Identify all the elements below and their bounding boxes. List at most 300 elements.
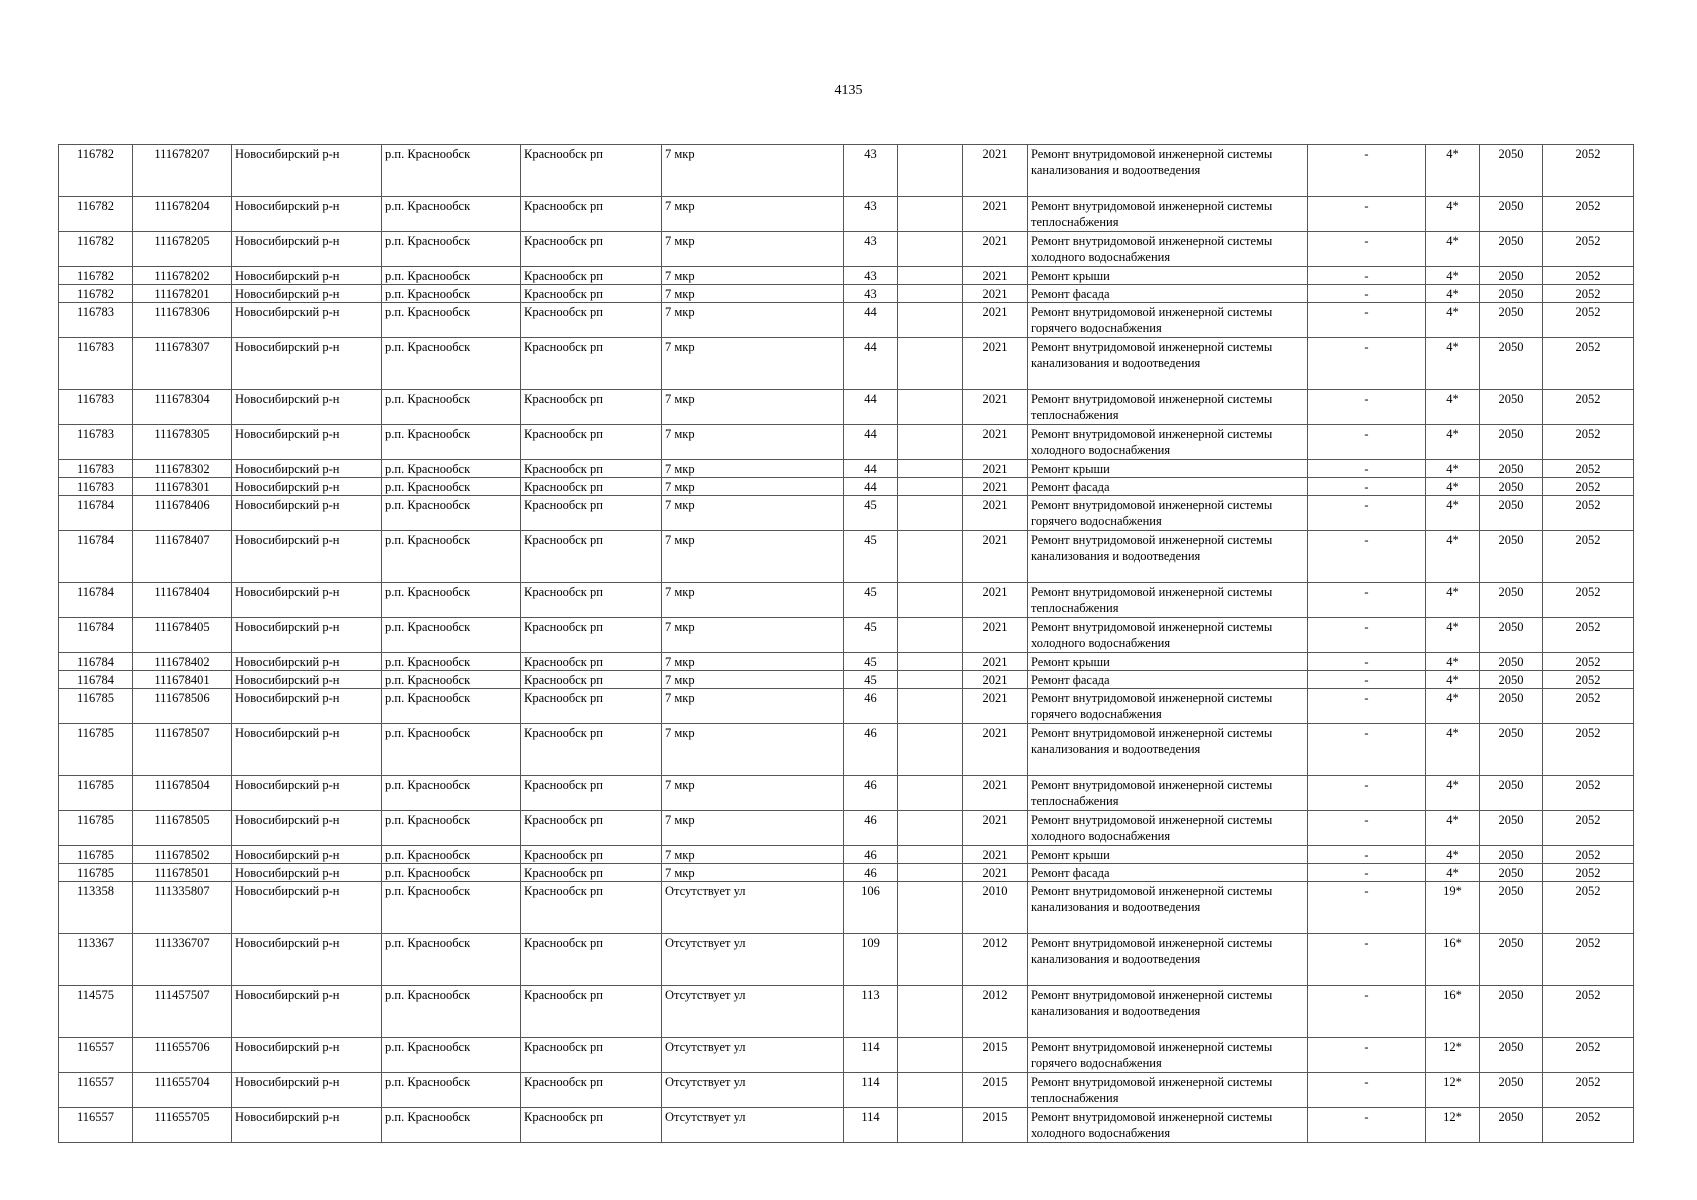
cell-street: 7 мкр	[662, 811, 844, 846]
cell-house-number: 45	[844, 618, 898, 653]
cell-building	[898, 232, 963, 267]
cell-commission-year: 2021	[963, 478, 1028, 496]
cell-plan-end-year: 2052	[1543, 671, 1634, 689]
cell-dash: -	[1308, 653, 1426, 671]
table-row	[59, 390, 1634, 425]
cell-house-number: 45	[844, 531, 898, 583]
cell-dash: -	[1308, 145, 1426, 197]
cell-plan-end-year: 2052	[1543, 496, 1634, 531]
cell-dash: -	[1308, 232, 1426, 267]
cell-district: Новосибирский р-н	[232, 285, 382, 303]
cell-district: Новосибирский р-н	[232, 882, 382, 934]
cell-wear: 4*	[1426, 496, 1480, 531]
table-row	[59, 1073, 1634, 1108]
cell-plan-start-year: 2050	[1480, 811, 1543, 846]
cell-plan-start-year: 2050	[1480, 285, 1543, 303]
cell-settlement: р.п. Краснообск	[382, 689, 521, 724]
cell-dash: -	[1308, 689, 1426, 724]
cell-district: Новосибирский р-н	[232, 618, 382, 653]
cell-building	[898, 811, 963, 846]
cell-street: 7 мкр	[662, 724, 844, 776]
cell-locality: Краснообск рп	[521, 496, 662, 531]
cell-wear: 4*	[1426, 390, 1480, 425]
cell-street: 7 мкр	[662, 303, 844, 338]
cell-plan-start-year: 2050	[1480, 653, 1543, 671]
cell-building	[898, 285, 963, 303]
cell-building	[898, 1108, 963, 1143]
cell-building	[898, 724, 963, 776]
cell-wear: 4*	[1426, 583, 1480, 618]
cell-building	[898, 478, 963, 496]
table-row	[59, 934, 1634, 986]
cell-plan-start-year: 2050	[1480, 724, 1543, 776]
cell-work-id: 111678404	[133, 583, 232, 618]
cell-work-type: Ремонт внутридомовой инженерной системы теплоснабжения	[1028, 1073, 1308, 1108]
cell-settlement: р.п. Краснообск	[382, 303, 521, 338]
cell-street: 7 мкр	[662, 390, 844, 425]
cell-wear: 4*	[1426, 531, 1480, 583]
cell-dash: -	[1308, 811, 1426, 846]
cell-dash: -	[1308, 285, 1426, 303]
cell-settlement: р.п. Краснообск	[382, 934, 521, 986]
cell-work-type: Ремонт внутридомовой инженерной системы канализования и водоотведения	[1028, 531, 1308, 583]
repair-register-table	[58, 144, 1634, 1143]
cell-plan-end-year: 2052	[1543, 864, 1634, 882]
cell-street: 7 мкр	[662, 671, 844, 689]
cell-settlement: р.п. Краснообск	[382, 986, 521, 1038]
cell-plan-end-year: 2052	[1543, 776, 1634, 811]
cell-work-id: 111678401	[133, 671, 232, 689]
cell-plan-start-year: 2050	[1480, 934, 1543, 986]
cell-plan-end-year: 2052	[1543, 1073, 1634, 1108]
cell-house-number: 113	[844, 986, 898, 1038]
cell-district: Новосибирский р-н	[232, 689, 382, 724]
cell-settlement: р.п. Краснообск	[382, 724, 521, 776]
cell-work-type: Ремонт внутридомовой инженерной системы теплоснабжения	[1028, 776, 1308, 811]
cell-plan-end-year: 2052	[1543, 285, 1634, 303]
cell-commission-year: 2021	[963, 671, 1028, 689]
cell-work-type: Ремонт внутридомовой инженерной системы канализования и водоотведения	[1028, 986, 1308, 1038]
cell-house-number: 46	[844, 689, 898, 724]
cell-plan-start-year: 2050	[1480, 846, 1543, 864]
cell-building	[898, 882, 963, 934]
cell-house-id: 113367	[59, 934, 133, 986]
cell-work-id: 111678201	[133, 285, 232, 303]
cell-house-number: 114	[844, 1038, 898, 1073]
cell-plan-start-year: 2050	[1480, 267, 1543, 285]
cell-settlement: р.п. Краснообск	[382, 1073, 521, 1108]
cell-district: Новосибирский р-н	[232, 303, 382, 338]
cell-work-id: 111678205	[133, 232, 232, 267]
cell-locality: Краснообск рп	[521, 460, 662, 478]
cell-locality: Краснообск рп	[521, 232, 662, 267]
cell-house-number: 43	[844, 197, 898, 232]
cell-street: Отсутствует ул	[662, 1108, 844, 1143]
cell-commission-year: 2015	[963, 1108, 1028, 1143]
cell-dash: -	[1308, 583, 1426, 618]
cell-plan-start-year: 2050	[1480, 689, 1543, 724]
cell-settlement: р.п. Краснообск	[382, 267, 521, 285]
cell-plan-end-year: 2052	[1543, 846, 1634, 864]
cell-plan-start-year: 2050	[1480, 197, 1543, 232]
cell-dash: -	[1308, 478, 1426, 496]
cell-work-type: Ремонт внутридомовой инженерной системы горячего водоснабжения	[1028, 689, 1308, 724]
cell-street: 7 мкр	[662, 145, 844, 197]
cell-building	[898, 1073, 963, 1108]
cell-locality: Краснообск рп	[521, 145, 662, 197]
cell-house-number: 109	[844, 934, 898, 986]
cell-wear: 4*	[1426, 811, 1480, 846]
cell-district: Новосибирский р-н	[232, 1038, 382, 1073]
cell-plan-start-year: 2050	[1480, 583, 1543, 618]
table-row	[59, 496, 1634, 531]
cell-work-id: 111678301	[133, 478, 232, 496]
cell-house-number: 46	[844, 724, 898, 776]
cell-wear: 4*	[1426, 303, 1480, 338]
cell-dash: -	[1308, 882, 1426, 934]
table-row	[59, 583, 1634, 618]
cell-work-type: Ремонт внутридомовой инженерной системы холодного водоснабжения	[1028, 811, 1308, 846]
cell-settlement: р.п. Краснообск	[382, 390, 521, 425]
table-row	[59, 1038, 1634, 1073]
cell-street: 7 мкр	[662, 338, 844, 390]
cell-house-id: 116782	[59, 232, 133, 267]
cell-locality: Краснообск рп	[521, 882, 662, 934]
cell-work-id: 111678502	[133, 846, 232, 864]
cell-street: Отсутствует ул	[662, 1073, 844, 1108]
cell-plan-start-year: 2050	[1480, 425, 1543, 460]
table-row	[59, 724, 1634, 776]
cell-wear: 4*	[1426, 478, 1480, 496]
cell-work-id: 111655705	[133, 1108, 232, 1143]
cell-work-id: 111678505	[133, 811, 232, 846]
cell-work-id: 111678406	[133, 496, 232, 531]
cell-house-id: 116783	[59, 460, 133, 478]
table-body	[59, 145, 1634, 1143]
cell-house-id: 116782	[59, 267, 133, 285]
cell-work-type: Ремонт внутридомовой инженерной системы горячего водоснабжения	[1028, 1038, 1308, 1073]
cell-plan-end-year: 2052	[1543, 232, 1634, 267]
cell-wear: 16*	[1426, 934, 1480, 986]
cell-dash: -	[1308, 267, 1426, 285]
table-row	[59, 285, 1634, 303]
cell-settlement: р.п. Краснообск	[382, 197, 521, 232]
cell-settlement: р.п. Краснообск	[382, 285, 521, 303]
cell-wear: 4*	[1426, 618, 1480, 653]
cell-wear: 16*	[1426, 986, 1480, 1038]
cell-work-type: Ремонт внутридомовой инженерной системы канализования и водоотведения	[1028, 724, 1308, 776]
cell-locality: Краснообск рп	[521, 478, 662, 496]
cell-district: Новосибирский р-н	[232, 811, 382, 846]
cell-house-id: 116782	[59, 285, 133, 303]
table-row	[59, 460, 1634, 478]
cell-commission-year: 2012	[963, 934, 1028, 986]
cell-work-type: Ремонт внутридомовой инженерной системы горячего водоснабжения	[1028, 303, 1308, 338]
cell-work-type: Ремонт внутридомовой инженерной системы канализования и водоотведения	[1028, 338, 1308, 390]
cell-work-id: 111678402	[133, 653, 232, 671]
cell-house-number: 44	[844, 303, 898, 338]
cell-work-id: 111678204	[133, 197, 232, 232]
table-row	[59, 689, 1634, 724]
cell-building	[898, 583, 963, 618]
cell-commission-year: 2021	[963, 811, 1028, 846]
cell-work-type: Ремонт крыши	[1028, 267, 1308, 285]
cell-street: Отсутствует ул	[662, 1038, 844, 1073]
table-row	[59, 232, 1634, 267]
cell-commission-year: 2015	[963, 1073, 1028, 1108]
cell-plan-start-year: 2050	[1480, 864, 1543, 882]
cell-locality: Краснообск рп	[521, 653, 662, 671]
cell-work-id: 111678501	[133, 864, 232, 882]
cell-plan-start-year: 2050	[1480, 882, 1543, 934]
cell-work-type: Ремонт фасада	[1028, 671, 1308, 689]
cell-district: Новосибирский р-н	[232, 583, 382, 618]
cell-locality: Краснообск рп	[521, 583, 662, 618]
cell-plan-end-year: 2052	[1543, 425, 1634, 460]
cell-plan-end-year: 2052	[1543, 197, 1634, 232]
cell-street: 7 мкр	[662, 864, 844, 882]
cell-locality: Краснообск рп	[521, 1038, 662, 1073]
cell-district: Новосибирский р-н	[232, 531, 382, 583]
cell-dash: -	[1308, 864, 1426, 882]
cell-district: Новосибирский р-н	[232, 776, 382, 811]
cell-house-id: 116785	[59, 846, 133, 864]
cell-plan-start-year: 2050	[1480, 390, 1543, 425]
cell-house-id: 116783	[59, 303, 133, 338]
cell-work-type: Ремонт фасада	[1028, 478, 1308, 496]
cell-building	[898, 986, 963, 1038]
cell-settlement: р.п. Краснообск	[382, 653, 521, 671]
table-row	[59, 338, 1634, 390]
cell-work-type: Ремонт крыши	[1028, 653, 1308, 671]
cell-locality: Краснообск рп	[521, 531, 662, 583]
cell-settlement: р.п. Краснообск	[382, 811, 521, 846]
cell-house-number: 44	[844, 460, 898, 478]
cell-house-id: 116785	[59, 864, 133, 882]
cell-work-type: Ремонт внутридомовой инженерной системы канализования и водоотведения	[1028, 145, 1308, 197]
cell-work-id: 111678202	[133, 267, 232, 285]
cell-house-id: 116784	[59, 496, 133, 531]
cell-district: Новосибирский р-н	[232, 145, 382, 197]
cell-building	[898, 460, 963, 478]
cell-house-id: 116782	[59, 145, 133, 197]
cell-dash: -	[1308, 460, 1426, 478]
cell-commission-year: 2021	[963, 338, 1028, 390]
cell-street: 7 мкр	[662, 846, 844, 864]
table-row	[59, 618, 1634, 653]
cell-street: 7 мкр	[662, 531, 844, 583]
cell-work-type: Ремонт внутридомовой инженерной системы холодного водоснабжения	[1028, 232, 1308, 267]
cell-plan-end-year: 2052	[1543, 583, 1634, 618]
cell-district: Новосибирский р-н	[232, 1073, 382, 1108]
cell-plan-end-year: 2052	[1543, 1038, 1634, 1073]
cell-work-id: 111678305	[133, 425, 232, 460]
cell-building	[898, 531, 963, 583]
cell-locality: Краснообск рп	[521, 1073, 662, 1108]
cell-work-type: Ремонт внутридомовой инженерной системы холодного водоснабжения	[1028, 1108, 1308, 1143]
cell-dash: -	[1308, 197, 1426, 232]
cell-house-number: 45	[844, 653, 898, 671]
cell-district: Новосибирский р-н	[232, 864, 382, 882]
cell-plan-end-year: 2052	[1543, 811, 1634, 846]
cell-wear: 4*	[1426, 864, 1480, 882]
cell-locality: Краснообск рп	[521, 776, 662, 811]
cell-district: Новосибирский р-н	[232, 671, 382, 689]
cell-dash: -	[1308, 986, 1426, 1038]
cell-building	[898, 671, 963, 689]
cell-plan-end-year: 2052	[1543, 145, 1634, 197]
cell-district: Новосибирский р-н	[232, 934, 382, 986]
cell-wear: 4*	[1426, 460, 1480, 478]
cell-plan-start-year: 2050	[1480, 671, 1543, 689]
cell-district: Новосибирский р-н	[232, 846, 382, 864]
cell-street: 7 мкр	[662, 689, 844, 724]
cell-work-type: Ремонт внутридомовой инженерной системы канализования и водоотведения	[1028, 882, 1308, 934]
cell-house-id: 116783	[59, 338, 133, 390]
cell-wear: 4*	[1426, 724, 1480, 776]
cell-plan-end-year: 2052	[1543, 531, 1634, 583]
cell-plan-end-year: 2052	[1543, 689, 1634, 724]
table-row	[59, 811, 1634, 846]
cell-house-number: 43	[844, 145, 898, 197]
cell-dash: -	[1308, 671, 1426, 689]
cell-building	[898, 496, 963, 531]
cell-wear: 4*	[1426, 846, 1480, 864]
cell-dash: -	[1308, 1108, 1426, 1143]
cell-commission-year: 2010	[963, 882, 1028, 934]
cell-house-id: 116785	[59, 776, 133, 811]
cell-dash: -	[1308, 303, 1426, 338]
cell-dash: -	[1308, 496, 1426, 531]
cell-work-type: Ремонт крыши	[1028, 460, 1308, 478]
cell-dash: -	[1308, 846, 1426, 864]
table-row	[59, 531, 1634, 583]
cell-plan-start-year: 2050	[1480, 303, 1543, 338]
cell-street: 7 мкр	[662, 425, 844, 460]
cell-settlement: р.п. Краснообск	[382, 460, 521, 478]
cell-building	[898, 689, 963, 724]
cell-district: Новосибирский р-н	[232, 1108, 382, 1143]
cell-work-id: 111678302	[133, 460, 232, 478]
cell-locality: Краснообск рп	[521, 689, 662, 724]
cell-district: Новосибирский р-н	[232, 197, 382, 232]
cell-wear: 4*	[1426, 267, 1480, 285]
cell-commission-year: 2021	[963, 776, 1028, 811]
cell-house-number: 44	[844, 425, 898, 460]
cell-work-type: Ремонт внутридомовой инженерной системы теплоснабжения	[1028, 197, 1308, 232]
cell-building	[898, 390, 963, 425]
cell-commission-year: 2021	[963, 425, 1028, 460]
cell-settlement: р.п. Краснообск	[382, 478, 521, 496]
cell-commission-year: 2021	[963, 145, 1028, 197]
table-row	[59, 1108, 1634, 1143]
cell-locality: Краснообск рп	[521, 303, 662, 338]
cell-house-number: 114	[844, 1108, 898, 1143]
cell-dash: -	[1308, 338, 1426, 390]
cell-house-number: 46	[844, 811, 898, 846]
cell-dash: -	[1308, 776, 1426, 811]
cell-house-id: 116783	[59, 390, 133, 425]
cell-settlement: р.п. Краснообск	[382, 864, 521, 882]
cell-commission-year: 2021	[963, 285, 1028, 303]
cell-house-number: 114	[844, 1073, 898, 1108]
cell-work-type: Ремонт внутридомовой инженерной системы холодного водоснабжения	[1028, 425, 1308, 460]
cell-work-id: 111336707	[133, 934, 232, 986]
cell-work-id: 111678507	[133, 724, 232, 776]
cell-locality: Краснообск рп	[521, 934, 662, 986]
cell-district: Новосибирский р-н	[232, 986, 382, 1038]
table-row	[59, 145, 1634, 197]
cell-commission-year: 2015	[963, 1038, 1028, 1073]
cell-street: 7 мкр	[662, 478, 844, 496]
cell-house-id: 116785	[59, 811, 133, 846]
cell-house-id: 116557	[59, 1038, 133, 1073]
cell-work-id: 111457507	[133, 986, 232, 1038]
cell-house-number: 45	[844, 496, 898, 531]
cell-house-number: 46	[844, 776, 898, 811]
cell-street: 7 мкр	[662, 460, 844, 478]
cell-locality: Краснообск рп	[521, 425, 662, 460]
cell-work-type: Ремонт фасада	[1028, 864, 1308, 882]
cell-street: Отсутствует ул	[662, 986, 844, 1038]
cell-building	[898, 934, 963, 986]
cell-work-id: 111655704	[133, 1073, 232, 1108]
cell-wear: 19*	[1426, 882, 1480, 934]
cell-work-id: 111678307	[133, 338, 232, 390]
cell-building	[898, 864, 963, 882]
table-row	[59, 776, 1634, 811]
cell-wear: 4*	[1426, 197, 1480, 232]
cell-work-id: 111678504	[133, 776, 232, 811]
table-row	[59, 864, 1634, 882]
cell-settlement: р.п. Краснообск	[382, 232, 521, 267]
cell-house-id: 116782	[59, 197, 133, 232]
cell-house-id: 116785	[59, 724, 133, 776]
cell-street: 7 мкр	[662, 618, 844, 653]
cell-plan-end-year: 2052	[1543, 724, 1634, 776]
cell-plan-end-year: 2052	[1543, 267, 1634, 285]
cell-wear: 4*	[1426, 145, 1480, 197]
cell-plan-end-year: 2052	[1543, 986, 1634, 1038]
cell-settlement: р.п. Краснообск	[382, 425, 521, 460]
cell-work-type: Ремонт внутридомовой инженерной системы горячего водоснабжения	[1028, 496, 1308, 531]
cell-wear: 4*	[1426, 232, 1480, 267]
cell-commission-year: 2021	[963, 460, 1028, 478]
cell-work-type: Ремонт внутридомовой инженерной системы теплоснабжения	[1028, 583, 1308, 618]
cell-plan-start-year: 2050	[1480, 531, 1543, 583]
cell-plan-end-year: 2052	[1543, 338, 1634, 390]
cell-locality: Краснообск рп	[521, 1108, 662, 1143]
cell-street: 7 мкр	[662, 496, 844, 531]
cell-dash: -	[1308, 390, 1426, 425]
cell-house-number: 44	[844, 338, 898, 390]
cell-wear: 4*	[1426, 653, 1480, 671]
cell-commission-year: 2021	[963, 583, 1028, 618]
cell-dash: -	[1308, 724, 1426, 776]
cell-street: 7 мкр	[662, 232, 844, 267]
cell-locality: Краснообск рп	[521, 338, 662, 390]
cell-commission-year: 2021	[963, 618, 1028, 653]
cell-plan-start-year: 2050	[1480, 618, 1543, 653]
cell-commission-year: 2021	[963, 232, 1028, 267]
cell-wear: 4*	[1426, 285, 1480, 303]
cell-house-id: 116784	[59, 583, 133, 618]
cell-building	[898, 267, 963, 285]
cell-plan-start-year: 2050	[1480, 496, 1543, 531]
cell-settlement: р.п. Краснообск	[382, 671, 521, 689]
page-number: 4135	[834, 83, 863, 98]
cell-commission-year: 2021	[963, 267, 1028, 285]
